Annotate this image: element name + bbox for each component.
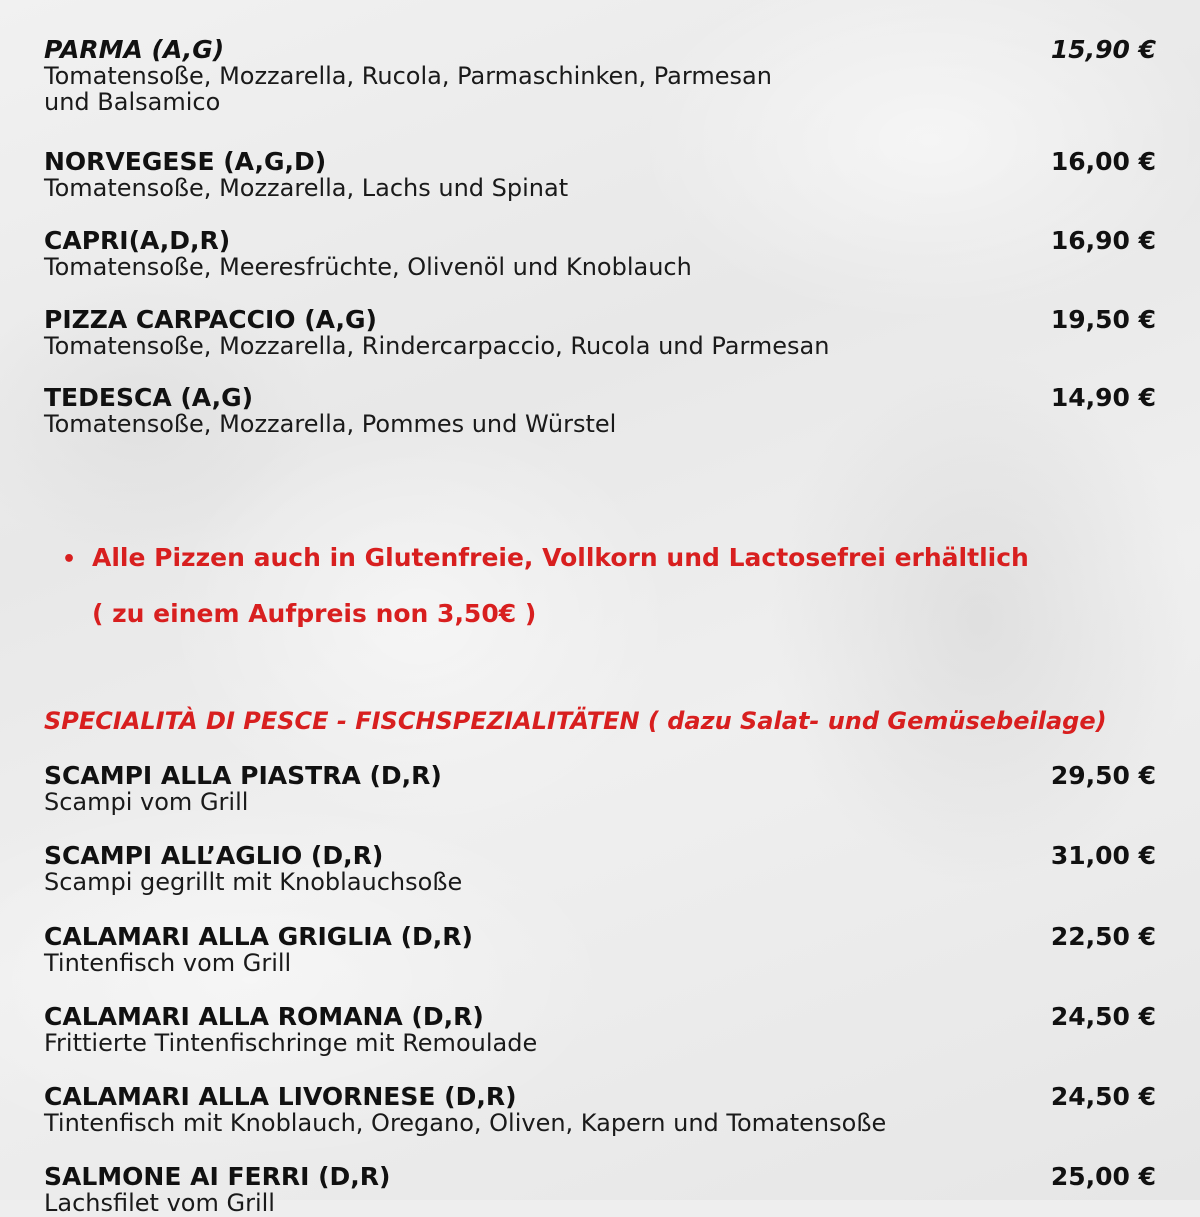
- item-description: Tintenfisch vom Grill: [44, 949, 292, 977]
- menu-item-scampi-allaglio: [44, 842, 1156, 895]
- item-name: PARMA (A,G): [44, 35, 225, 64]
- item-description: Tomatensoße, Mozzarella, Rucola, Parmaschinken, Parmesan: [44, 62, 772, 90]
- item-price: 15,90 €: [1050, 35, 1156, 64]
- item-price: 29,50 €: [1050, 761, 1156, 790]
- item-name: PIZZA CARPACCIO (A,G): [44, 305, 377, 334]
- item-description-continued: und Balsamico: [44, 88, 221, 116]
- item-price: 22,50 €: [1050, 922, 1156, 951]
- item-price: 25,00 €: [1050, 1162, 1156, 1191]
- menu-item-norvegese: [44, 148, 1156, 201]
- menu-item-scampi-alla-piastra: [44, 762, 1156, 815]
- item-price: 31,00 €: [1050, 841, 1156, 870]
- menu-item-capri: [44, 227, 1156, 280]
- item-name: CALAMARI ALLA LIVORNESE (D,R): [44, 1082, 517, 1111]
- bullet-icon: •: [62, 547, 77, 572]
- item-price: 24,50 €: [1050, 1002, 1156, 1031]
- item-description: Lachsfilet vom Grill: [44, 1189, 275, 1217]
- item-name: CALAMARI ALLA GRIGLIA (D,R): [44, 922, 473, 951]
- item-price: 14,90 €: [1050, 383, 1156, 412]
- item-price: 16,00 €: [1050, 147, 1156, 176]
- item-price: 19,50 €: [1050, 305, 1156, 334]
- menu-item-calamari-alla-livornese: [44, 1083, 1156, 1136]
- notice-line: [62, 540, 1142, 578]
- menu-item-pizza-carpaccio: [44, 306, 1156, 359]
- item-price: 24,50 €: [1050, 1082, 1156, 1111]
- item-name: SCAMPI ALLA PIASTRA (D,R): [44, 761, 442, 790]
- item-name: TEDESCA (A,G): [44, 383, 254, 412]
- item-name: NORVEGESE (A,G,D): [44, 147, 327, 176]
- item-description: Scampi gegrillt mit Knoblauchsoße: [44, 868, 463, 896]
- item-description: Scampi vom Grill: [44, 788, 249, 816]
- item-description: Tintenfisch mit Knoblauch, Oregano, Oliven, Kapern und Tomatensoße: [44, 1109, 887, 1137]
- gluten-free-notice: [62, 540, 1142, 632]
- item-description: Tomatensoße, Meeresfrüchte, Olivenöl und Knoblauch: [44, 253, 692, 281]
- menu-item-salmone-ai-ferri: [44, 1163, 1156, 1216]
- item-name: SCAMPI ALL’AGLIO (D,R): [44, 841, 384, 870]
- item-name: CALAMARI ALLA ROMANA (D,R): [44, 1002, 484, 1031]
- menu-item-calamari-alla-griglia: [44, 923, 1156, 976]
- section-heading-fish: SPECIALITÀ DI PESCE - FISCHSPEZIALITÄTEN ( dazu Salat- und Gemüsebeilage): [44, 707, 1107, 735]
- notice-text: Alle Pizzen auch in Glutenfreie, Vollkorn und Lactosefrei erhältlich: [92, 543, 1029, 572]
- item-name: CAPRI(A,D,R): [44, 226, 231, 255]
- item-name: SALMONE AI FERRI (D,R): [44, 1162, 391, 1191]
- item-price: 16,90 €: [1050, 226, 1156, 255]
- item-description: Tomatensoße, Mozzarella, Pommes und Würstel: [44, 410, 617, 438]
- notice-surcharge: ( zu einem Aufpreis non 3,50€ ): [92, 599, 537, 628]
- item-description: Tomatensoße, Mozzarella, Rindercarpaccio, Rucola und Parmesan: [44, 332, 830, 360]
- item-description: Tomatensoße, Mozzarella, Lachs und Spinat: [44, 174, 569, 202]
- item-description: Frittierte Tintenfischringe mit Remoulade: [44, 1029, 538, 1057]
- menu-item-parma: [44, 36, 1156, 115]
- menu-item-calamari-alla-romana: [44, 1003, 1156, 1056]
- menu-item-tedesca: [44, 384, 1156, 437]
